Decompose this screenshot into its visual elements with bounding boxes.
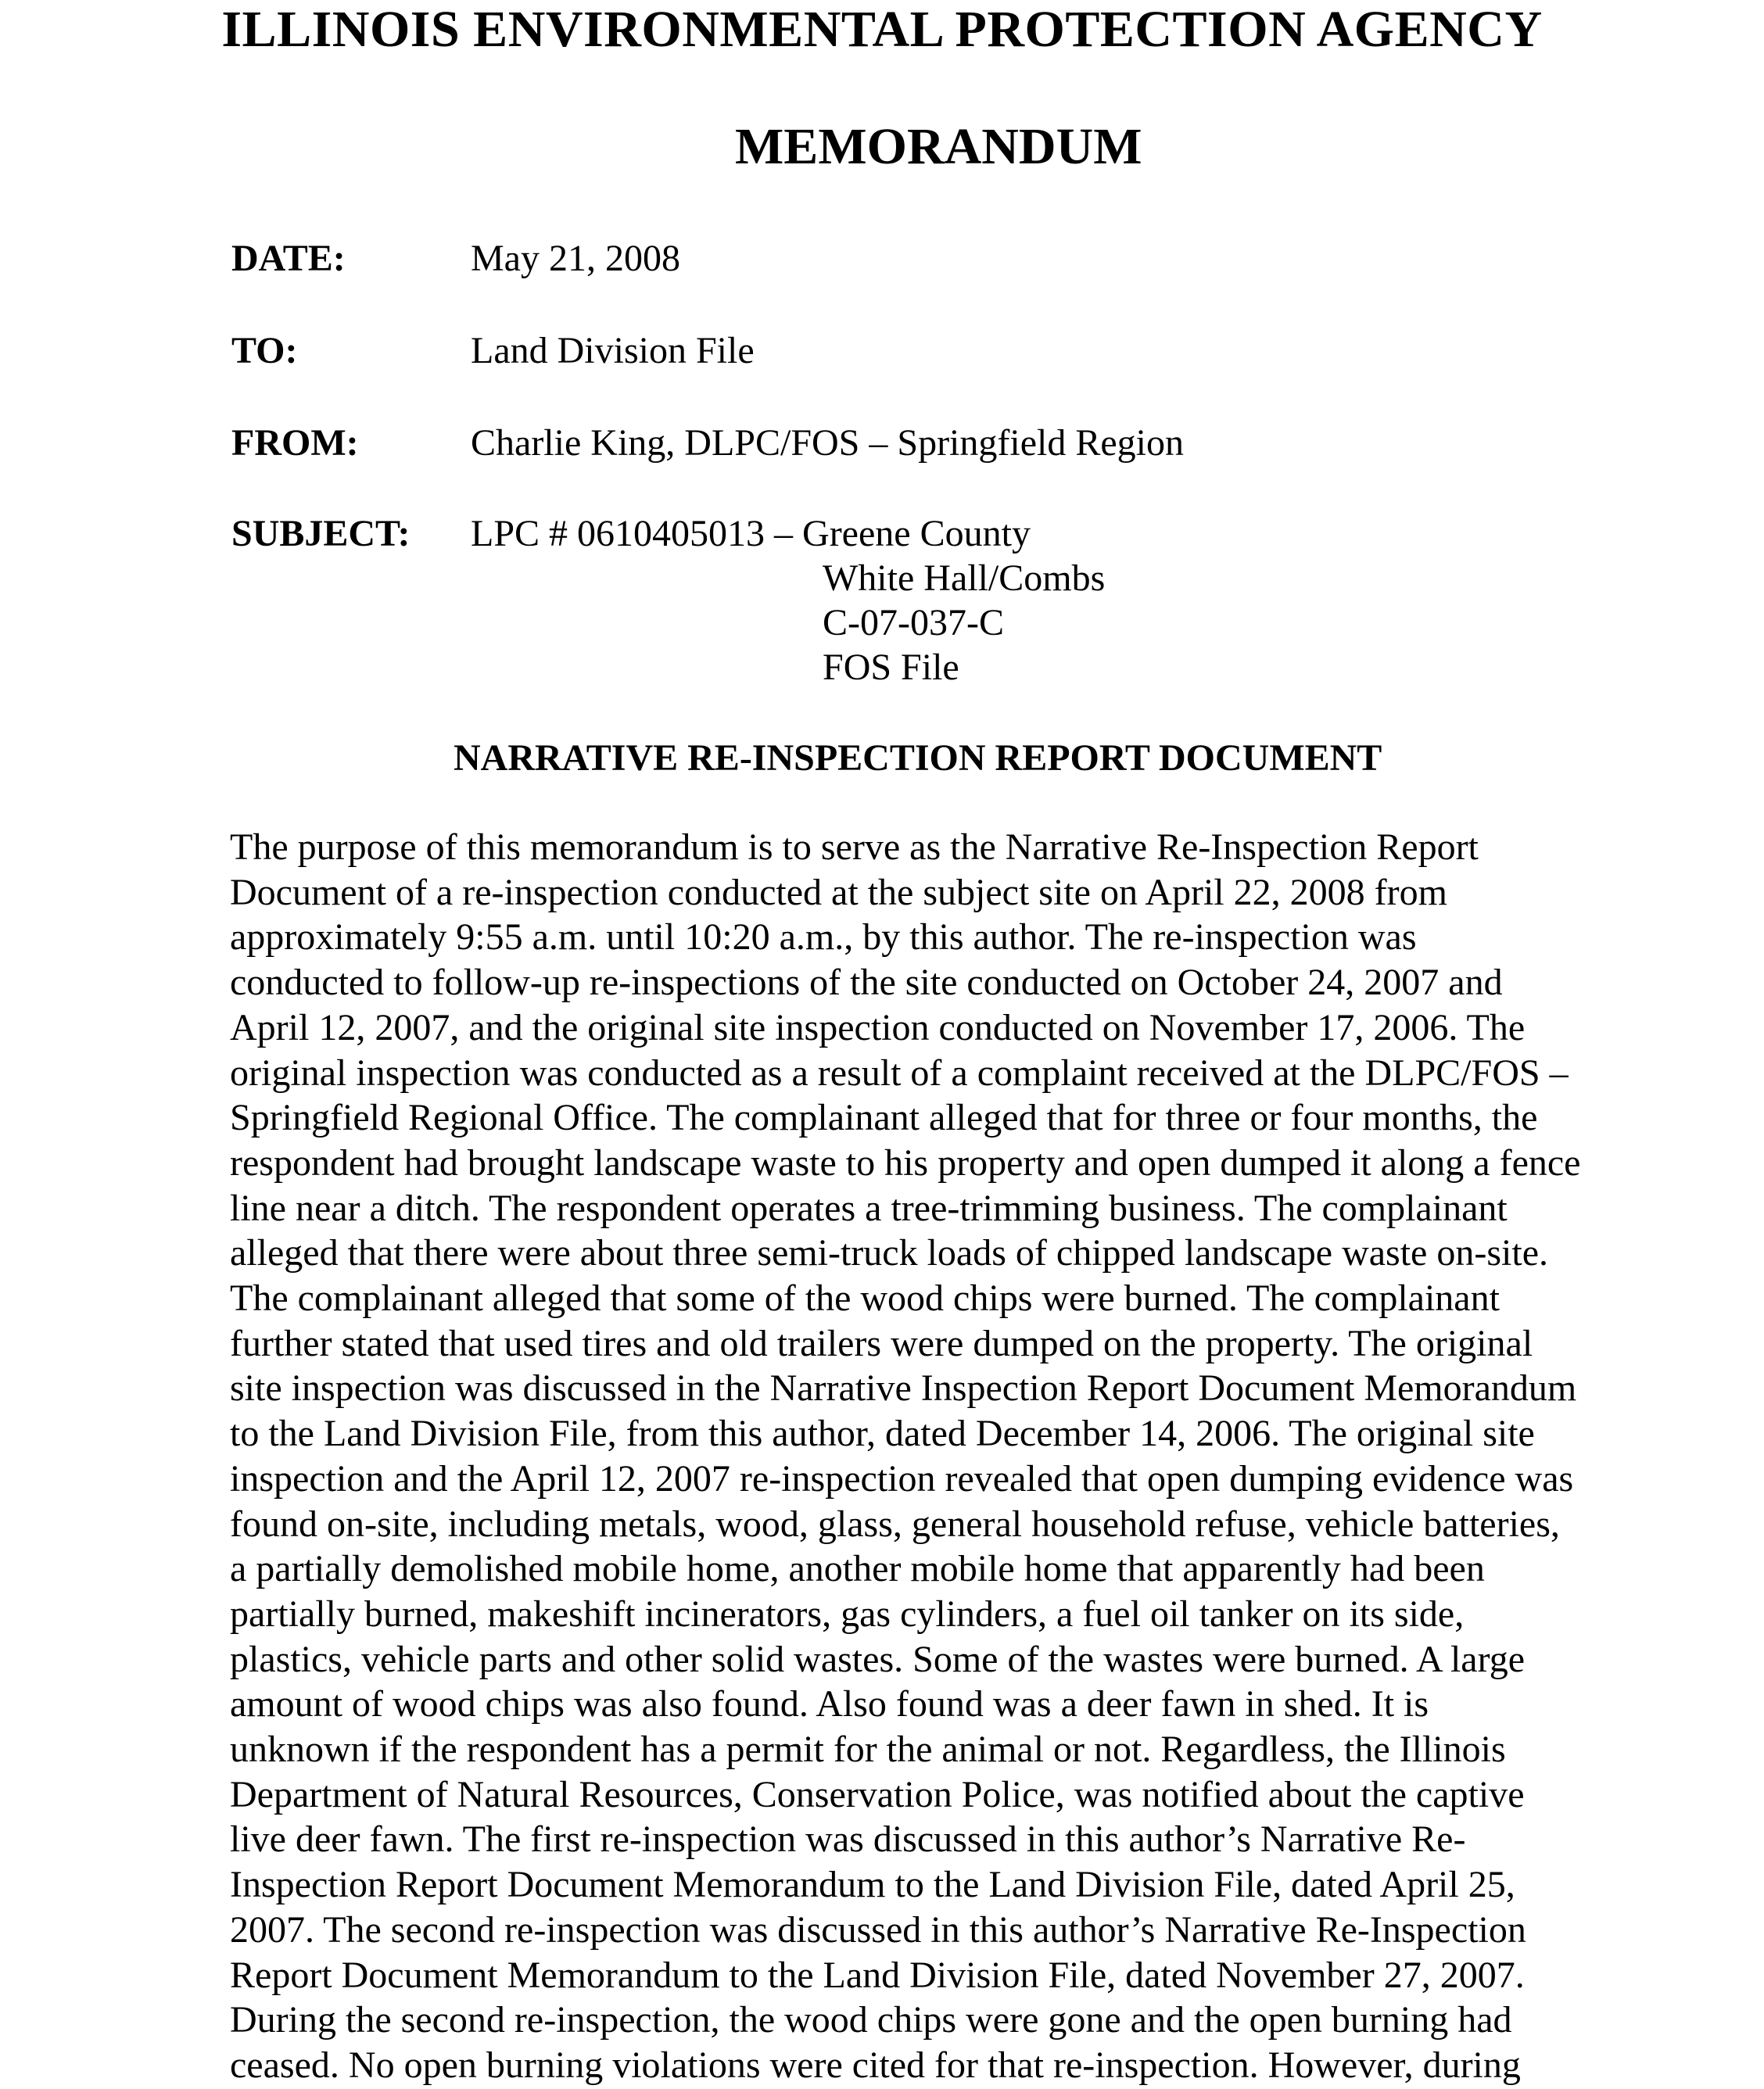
agency-title: ILLINOIS ENVIRONMENTAL PROTECTION AGENCY [221, 1, 1543, 58]
narrative-line: alleged that there were about three semi-truck loads of chipped landscape waste on-site. [230, 1232, 1548, 1274]
narrative-paragraph [230, 825, 1661, 2088]
narrative-line: Department of Natural Resources, Conservation Police, was notified about the captive [230, 1773, 1525, 1815]
narrative-line: approximately 9:55 a.m. until 10:20 a.m., by this author. The re-inspection was [230, 916, 1417, 959]
narrative-line: found on-site, including metals, wood, glass, general household refuse, vehicle batteries, [230, 1503, 1560, 1545]
document-type-title: MEMORANDUM [735, 118, 1142, 175]
narrative-line: Inspection Report Document Memorandum to the Land Division File, dated April 25, [230, 1864, 1515, 1906]
narrative-line: Report Document Memorandum to the Land Division File, dated November 27, 2007. [230, 1954, 1525, 1996]
subject-line-4: FOS File [823, 647, 959, 688]
narrative-line: Springfield Regional Office. The complainant alleged that for three or four months, the [230, 1097, 1538, 1139]
narrative-line: line near a ditch. The respondent operates a tree-trimming business. The complainant [230, 1187, 1508, 1229]
from-value: Charlie King, DLPC/FOS – Springfield Region [471, 422, 1184, 464]
narrative-line: Document of a re-inspection conducted at the subject site on April 22, 2008 from [230, 871, 1447, 913]
narrative-line: unknown if the respondent has a permit for the animal or not. Regardless, the Illinois [230, 1729, 1506, 1771]
narrative-line: The purpose of this memorandum is to serve as the Narrative Re-Inspection Report [230, 826, 1479, 868]
narrative-line: partially burned, makeshift incinerators, gas cylinders, a fuel oil tanker on its side, [230, 1593, 1465, 1635]
narrative-line: original inspection was conducted as a result of a complaint received at the DLPC/FOS – [230, 1052, 1569, 1094]
narrative-line: April 12, 2007, and the original site inspection conducted on November 17, 2006. The [230, 1006, 1526, 1048]
from-label: FROM: [231, 422, 359, 464]
narrative-line: further stated that used tires and old trailers were dumped on the property. The original [230, 1322, 1533, 1364]
narrative-line: amount of wood chips was also found. Also found was a deer fawn in shed. It is [230, 1683, 1429, 1725]
narrative-line: The complainant alleged that some of the wood chips were burned. The complainant [230, 1277, 1500, 1320]
to-value: Land Division File [471, 330, 755, 371]
narrative-line: conducted to follow-up re-inspections of the site conducted on October 24, 2007 and [230, 962, 1503, 1004]
report-heading: NARRATIVE RE-INSPECTION REPORT DOCUMENT [454, 737, 1382, 779]
subject-line-3: C-07-037-C [823, 602, 1004, 643]
narrative-line: to the Land Division File, from this author, dated December 14, 2006. The original site [230, 1413, 1535, 1455]
subject-label: SUBJECT: [231, 513, 411, 554]
narrative-line: During the second re-inspection, the wood chips were gone and the open burning had [230, 1999, 1512, 2041]
date-value: May 21, 2008 [471, 238, 680, 279]
narrative-line: 2007. The second re-inspection was discussed in this author’s Narrative Re-Inspection [230, 1908, 1526, 1951]
subject-line-1: LPC # 0610405013 – Greene County [471, 513, 1031, 554]
date-label: DATE: [231, 238, 346, 279]
narrative-line: live deer fawn. The first re-inspection was discussed in this author’s Narrative Re- [230, 1818, 1466, 1861]
narrative-line: respondent had brought landscape waste to his property and open dumped it along a fence [230, 1141, 1581, 1184]
narrative-line: ceased. No open burning violations were cited for that re-inspection. However, during [230, 2044, 1521, 2086]
narrative-line: plastics, vehicle parts and other solid wastes. Some of the wastes were burned. A large [230, 1638, 1526, 1680]
to-label: TO: [231, 330, 298, 371]
narrative-line: site inspection was discussed in the Narrative Inspection Report Document Memorandum [230, 1367, 1577, 1410]
narrative-line: a partially demolished mobile home, another mobile home that apparently had been [230, 1548, 1485, 1590]
subject-line-2: White Hall/Combs [823, 557, 1106, 599]
narrative-line: inspection and the April 12, 2007 re-inspection revealed that open dumping evidence was [230, 1457, 1574, 1500]
